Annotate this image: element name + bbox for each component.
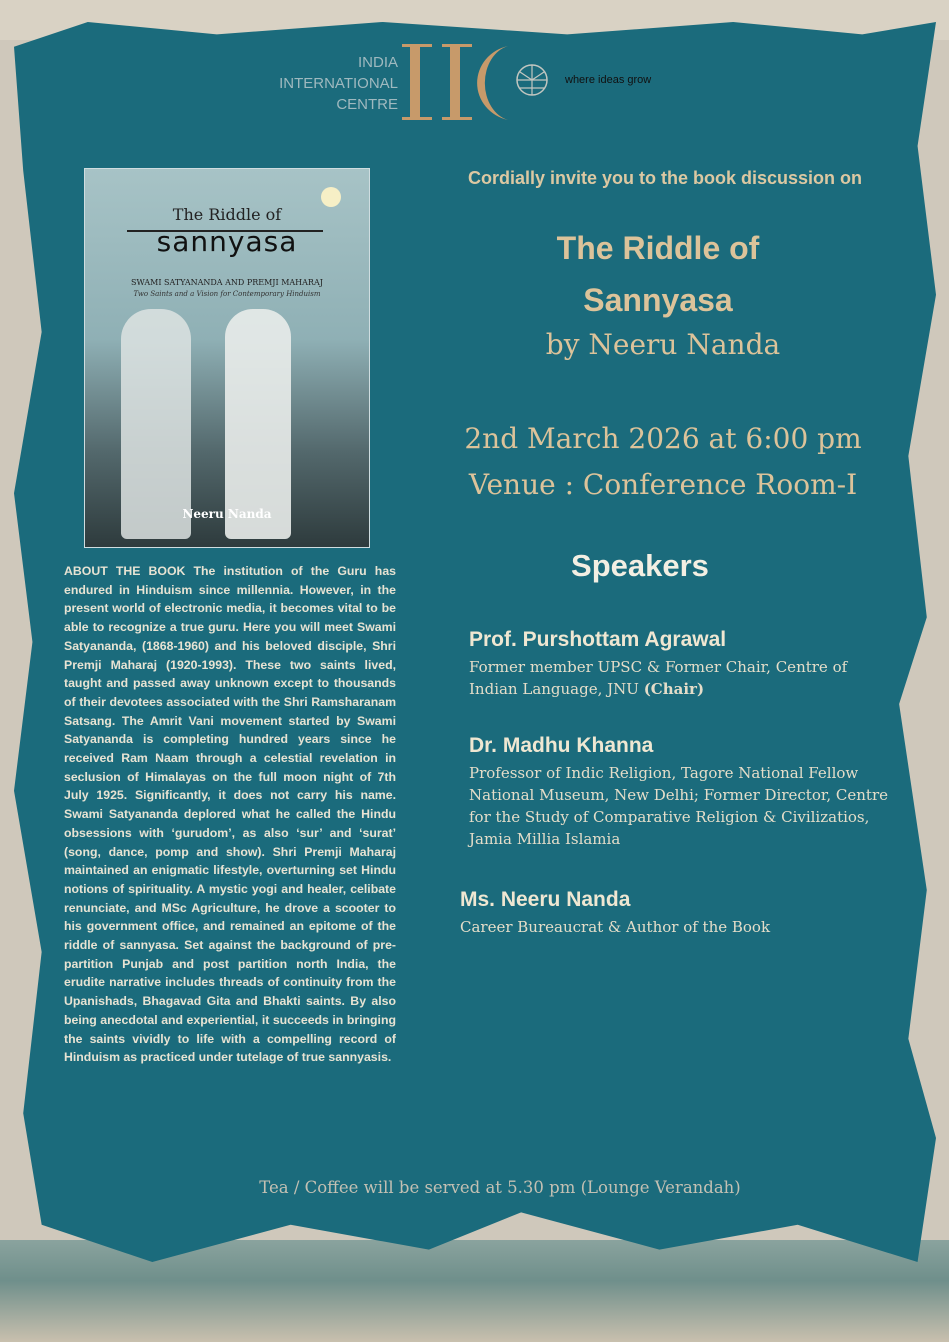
cover-title-main: sannyasa bbox=[156, 225, 298, 258]
tea-note: Tea / Coffee will be served at 5.30 pm (Lounge Verandah) bbox=[259, 1178, 741, 1197]
speaker-item bbox=[460, 888, 890, 938]
logo-line: INTERNATIONAL bbox=[279, 75, 398, 92]
cover-photo-figure bbox=[121, 309, 191, 539]
logo-line: CENTRE bbox=[336, 96, 398, 113]
publisher-badge-icon bbox=[321, 187, 341, 207]
speaker-name: Dr. Madhu Khanna bbox=[469, 734, 654, 757]
speaker-name: Prof. Purshottam Agrawal bbox=[469, 628, 727, 651]
speaker-role: (Chair) bbox=[643, 680, 705, 698]
event-date: 2nd March 2026 at 6:00 pm bbox=[464, 422, 862, 455]
speaker-desc: Professor of Indic Religion, Tagore National Fellow National Museum, New Delhi; Former Director, Centre for the Study of Comparative Religion & Civilizatios, Jamia Millia Islamia bbox=[469, 764, 889, 848]
event-datetime bbox=[420, 416, 906, 508]
title-line: The Riddle of bbox=[556, 230, 760, 266]
cover-subtitle-secondary: Two Saints and a Vision for Contemporary Hinduism bbox=[133, 290, 321, 298]
speaker-name: Ms. Neeru Nanda bbox=[460, 888, 631, 911]
speaker-item bbox=[469, 734, 899, 850]
title-line: Sannyasa bbox=[583, 282, 733, 318]
cover-author: Neeru Nanda bbox=[182, 507, 272, 521]
byline: by Neeru Nanda bbox=[545, 328, 781, 361]
cover-photo-figure bbox=[225, 309, 291, 539]
event-venue: Venue : Conference Room-I bbox=[468, 468, 858, 501]
iic-logo-text bbox=[250, 52, 398, 115]
speaker-desc: Career Bureaucrat & Author of the Book bbox=[460, 918, 771, 936]
about-the-book: ABOUT THE BOOK The institution of the Guru has endured in Hinduism since millennia. However, in the present world of electronic media, it becomes vital to be able to recognize a true guru. Here you will meet Swami Satyananda, (1868-1960) and his beloved disciple, Shri Premji Maharaj (1920-1993). These two saints lived, taught and passed away unknown except to thousands of their devotees associated with the Shri Ramsharanam Satsang. The Amrit Vani movement started by Swami Satyananda is completing hundred years since he received Ram Naam through a celestial revelation in seclusion of Himalayas on the full moon night of 7th July 1925. Significantly, it does not carry his name. Swami Satyananda deplored what he called the Hindu obsessions with ‘gurudom’, as also ‘sur’ and ‘surat’ (song, dance, pomp and show). Shri Premji Maharaj maintained an enigmatic lifestyle, overturning set Hindu notions of spirituality. A mystic yogi and healer, celibate renunciate, and MSc Agriculture, he drove a scooter to his government office, and remained an epitome of the riddle of sannyasa. Set against the background of pre-partition Punjab and post partition north India, the erudite narrative includes threads of continuity from the Upanishads, Bhagavad Gita and Bhakti saints. By also being anecdotal and experiential, it succeeds in bringing the saints vividly to life with a compelling record of Hinduism as practiced under tutelage of true sannyasis. bbox=[64, 564, 396, 1065]
book-cover bbox=[84, 168, 370, 548]
speaker-desc-text: Former member UPSC & Former Chair, Centre of Indian Language, JNU bbox=[469, 658, 848, 698]
speakers-heading: Speakers bbox=[571, 548, 709, 583]
iic-monogram-icon bbox=[398, 42, 548, 122]
logo-line: INDIA bbox=[357, 54, 398, 71]
logo-tagline: where ideas grow bbox=[565, 74, 652, 86]
speaker-item bbox=[469, 628, 889, 700]
cover-subtitle: SWAMI SATYANANDA AND PREMJI MAHARAJ bbox=[131, 278, 323, 287]
speaker-desc bbox=[469, 656, 889, 700]
cover-title: The Riddle of bbox=[172, 205, 282, 224]
event-title bbox=[420, 222, 896, 326]
invite-text: Cordially invite you to the book discussion on bbox=[467, 168, 863, 188]
